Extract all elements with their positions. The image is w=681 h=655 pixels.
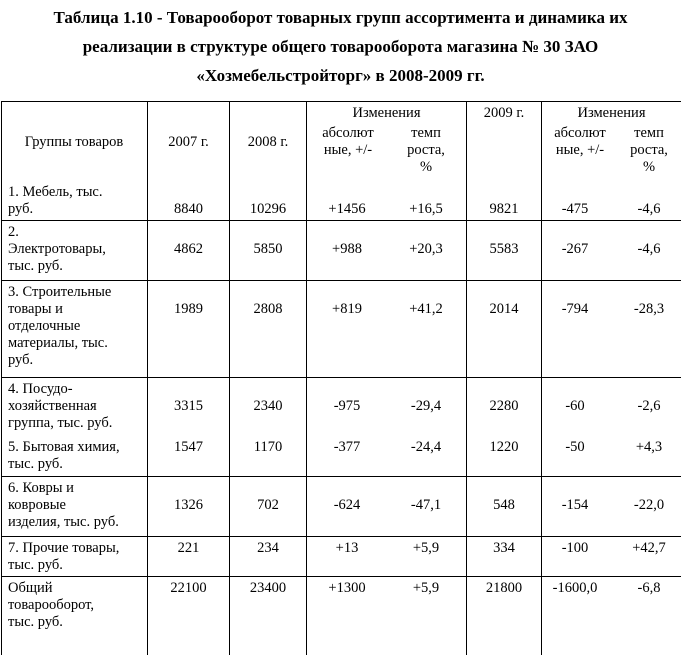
row-name-line: 3. Строительные xyxy=(8,284,112,300)
row-name-line: ковровые xyxy=(8,497,66,513)
row-name-line: тыс. руб. xyxy=(8,614,63,630)
row-value-y2008: 234 xyxy=(257,540,279,556)
row-value-rate2: +42,7 xyxy=(632,540,666,556)
row-value-y2008: 10296 xyxy=(249,201,287,217)
row-value-y2009: 334 xyxy=(493,540,515,556)
header-2008: 2008 г. xyxy=(247,134,289,150)
caption-line-2: реализации в структуре общего товарооборота магазина № 30 ЗАО xyxy=(82,37,599,56)
row-value-y2007: 3315 xyxy=(174,398,203,414)
row-name xyxy=(8,381,112,432)
header-changes-2: Изменения xyxy=(577,105,646,121)
row-value-y2009: 2280 xyxy=(489,398,519,414)
row-value-abs2: -100 xyxy=(561,540,589,556)
row-value-rate2: -22,0 xyxy=(633,497,665,513)
row-name-line: группа, тыс. руб. xyxy=(8,415,113,431)
row-name-line: 4. Посудо- xyxy=(8,381,73,397)
row-name-line: Общий xyxy=(8,580,53,596)
row-value-rate2: -4,6 xyxy=(637,241,661,257)
row-name-line: товарооборот, xyxy=(8,597,95,613)
row-name xyxy=(8,540,119,574)
header-rate-2: темп роста, % xyxy=(630,125,668,175)
row-value-y2007: 4862 xyxy=(174,241,203,257)
row-name-line: тыс. руб. xyxy=(8,258,63,274)
row-name xyxy=(8,580,94,631)
row-value-rate1: +16,5 xyxy=(409,201,443,217)
row-name-line: Электротовары, xyxy=(8,241,106,257)
row-value-rate2: +4,3 xyxy=(635,439,663,455)
row-value-rate1: +20,3 xyxy=(409,241,443,257)
row-value-abs1: +13 xyxy=(335,540,359,556)
header-changes-1: Изменения xyxy=(352,105,421,121)
row-name-line: 5. Бытовая химия, xyxy=(8,439,120,455)
row-value-abs2: -475 xyxy=(561,201,589,217)
row-value-abs1: -377 xyxy=(333,439,361,455)
row-value-abs1: -624 xyxy=(333,497,361,513)
row-value-abs2: -50 xyxy=(565,439,585,455)
header-abs-1: абсолют ные, +/- xyxy=(322,125,374,158)
row-name-line: отделочные xyxy=(8,318,81,334)
row-name-line: 6. Ковры и xyxy=(8,480,74,496)
row-name-line: руб. xyxy=(8,201,34,217)
table-caption xyxy=(0,3,681,90)
row-name xyxy=(8,439,120,473)
row-name-line: 2. xyxy=(8,224,19,240)
row-name-line: руб. xyxy=(8,352,34,368)
row-value-y2009: 2014 xyxy=(489,301,519,317)
row-value-y2009: 9821 xyxy=(489,201,519,217)
row-value-y2008: 1170 xyxy=(253,439,283,455)
header-abs-2: абсолют ные, +/- xyxy=(554,125,606,158)
row-value-abs1: +988 xyxy=(332,241,362,257)
row-value-abs1: +819 xyxy=(332,301,362,317)
row-name xyxy=(8,284,111,369)
row-name xyxy=(8,224,106,275)
header-2009: 2009 г. xyxy=(483,105,525,121)
row-value-y2007: 22100 xyxy=(170,580,207,596)
row-name xyxy=(8,480,119,531)
row-value-abs1: -975 xyxy=(333,398,361,414)
row-value-abs2: -60 xyxy=(565,398,585,414)
row-value-y2008: 2340 xyxy=(253,398,283,414)
row-name-line: товары и xyxy=(8,301,63,317)
row-value-y2007: 8840 xyxy=(174,201,203,217)
row-value-y2008: 5850 xyxy=(253,241,283,257)
row-value-rate1: +5,9 xyxy=(412,580,440,596)
row-name-line: 1. Мебель, тыс. xyxy=(8,184,103,200)
row-value-y2007: 1989 xyxy=(174,301,203,317)
row-value-rate2: -4,6 xyxy=(637,201,661,217)
row-name-line: изделия, тыс. руб. xyxy=(8,514,119,530)
row-value-abs2: -267 xyxy=(561,241,589,257)
header-rate-1: темп роста, % xyxy=(407,125,445,175)
row-name-line: материалы, тыс. xyxy=(8,335,108,351)
row-value-abs1: +1456 xyxy=(328,201,366,217)
header-2007: 2007 г. xyxy=(168,134,209,150)
row-name-line: 7. Прочие товары, xyxy=(8,540,120,556)
caption-line-3: «Хозмебельстройторг» в 2008-2009 гг. xyxy=(196,66,485,85)
row-name-line: тыс. руб. xyxy=(8,557,63,573)
row-name-line: хозяйственная xyxy=(8,398,97,414)
row-name-line: тыс. руб. xyxy=(8,456,63,472)
row-value-rate2: -6,8 xyxy=(637,580,661,596)
row-value-y2007: 221 xyxy=(177,540,200,556)
row-value-rate2: -28,3 xyxy=(633,301,665,317)
row-value-rate1: +41,2 xyxy=(409,301,443,317)
row-value-rate1: -24,4 xyxy=(410,439,442,455)
row-value-rate2: -2,6 xyxy=(637,398,661,414)
row-value-rate1: +5,9 xyxy=(412,540,440,556)
row-value-y2009: 1220 xyxy=(489,439,519,455)
row-value-abs1: +1300 xyxy=(328,580,366,596)
row-value-y2007: 1326 xyxy=(174,497,203,513)
row-value-rate1: -29,4 xyxy=(410,398,442,414)
row-value-y2008: 2808 xyxy=(253,301,283,317)
row-value-y2009: 5583 xyxy=(489,241,519,257)
row-value-y2009: 548 xyxy=(493,497,515,513)
row-name xyxy=(8,184,103,218)
row-value-y2009: 21800 xyxy=(485,580,523,596)
row-value-abs2: -794 xyxy=(561,301,589,317)
row-value-y2008: 702 xyxy=(257,497,279,513)
row-value-abs2: -154 xyxy=(561,497,589,513)
row-value-abs2: -1600,0 xyxy=(552,580,598,596)
row-value-y2008: 23400 xyxy=(249,580,287,596)
row-value-rate1: -47,1 xyxy=(410,497,442,513)
row-value-y2007: 1547 xyxy=(174,439,203,455)
caption-line-1: Таблица 1.10 - Товарооборот товарных групп ассортимента и динамика их xyxy=(53,8,628,27)
header-group: Группы товаров xyxy=(24,134,124,150)
